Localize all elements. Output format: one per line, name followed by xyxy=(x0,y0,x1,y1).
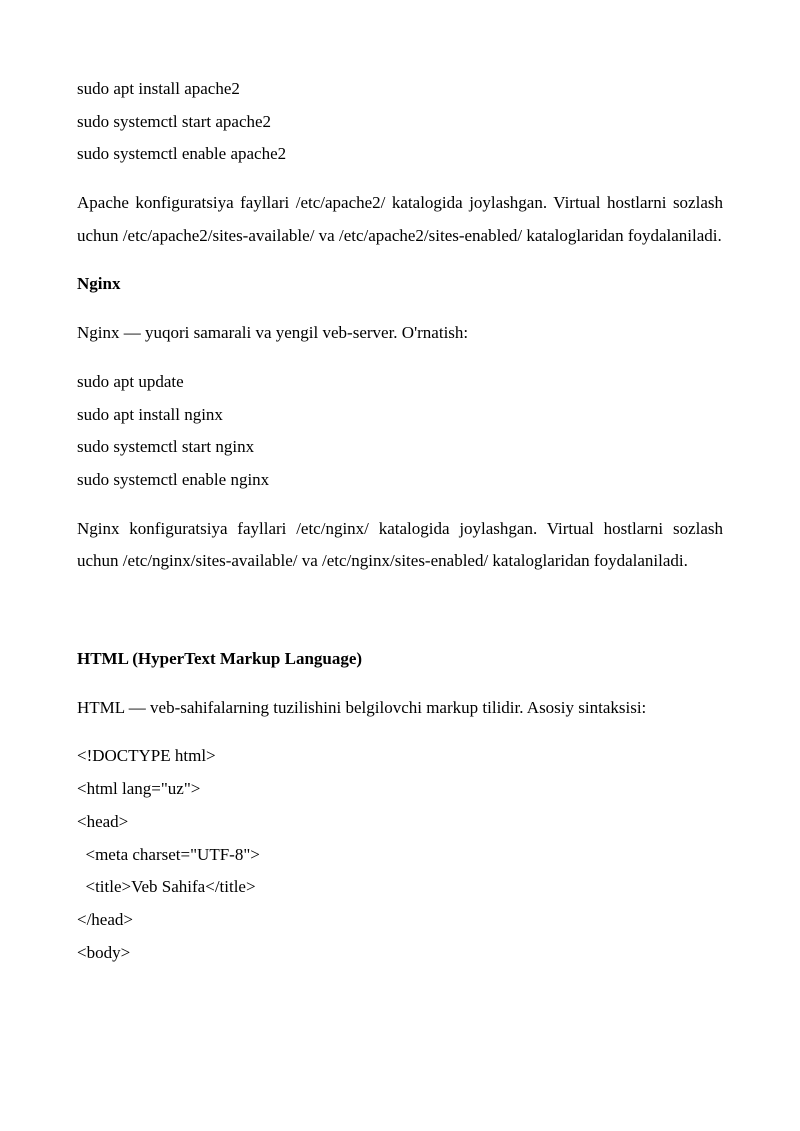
code-line: <body> xyxy=(77,942,131,962)
code-line: sudo systemctl start apache2 xyxy=(77,111,272,131)
nginx-heading: Nginx xyxy=(77,274,121,294)
code-line: <meta charset="UTF-8"> xyxy=(77,844,260,864)
code-line: <title>Veb Sahifa</title> xyxy=(77,877,256,897)
code-line: sudo apt update xyxy=(77,371,184,391)
apache-install-commands xyxy=(77,73,723,171)
code-line: sudo apt install apache2 xyxy=(77,79,240,98)
section-spacer xyxy=(77,594,723,643)
code-line: sudo systemctl enable apache2 xyxy=(77,144,287,164)
html-intro-paragraph: HTML — veb-sahifalarning tuzilishini belgilovchi markup tilidir. Asosiy sintaksisi: xyxy=(77,697,647,717)
nginx-install-commands xyxy=(77,366,723,497)
nginx-intro-paragraph: Nginx — yuqori samarali va yengil veb-server. O'rnatish: xyxy=(77,323,469,343)
code-line: sudo systemctl enable nginx xyxy=(77,469,270,489)
nginx-config-paragraph: Nginx konfiguratsiya fayllari /etc/nginx/ katalogida joylashgan. Virtual hostlarni sozlash uchun /etc/nginx/sites-available/ va /etc/nginx/sites-enabled/ kataloglaridan foydalaniladi. xyxy=(77,518,723,571)
code-line: <head> xyxy=(77,811,129,831)
code-line: <!DOCTYPE html> xyxy=(77,746,216,766)
code-line: </head> xyxy=(77,909,133,929)
html-code-sample xyxy=(77,740,723,969)
code-line: sudo systemctl start nginx xyxy=(77,437,255,457)
document-page xyxy=(77,73,723,985)
html-heading: HTML (HyperText Markup Language) xyxy=(77,649,363,669)
code-line: <html lang="uz"> xyxy=(77,779,201,799)
code-line: sudo apt install nginx xyxy=(77,404,223,424)
apache-config-paragraph: Apache konfiguratsiya fayllari /etc/apache2/ katalogida joylashgan. Virtual hostlarni sozlash uchun /etc/apache2/sites-available/ va /etc/apache2/sites-enabled/ kataloglaridan foydalaniladi. xyxy=(77,193,723,245)
